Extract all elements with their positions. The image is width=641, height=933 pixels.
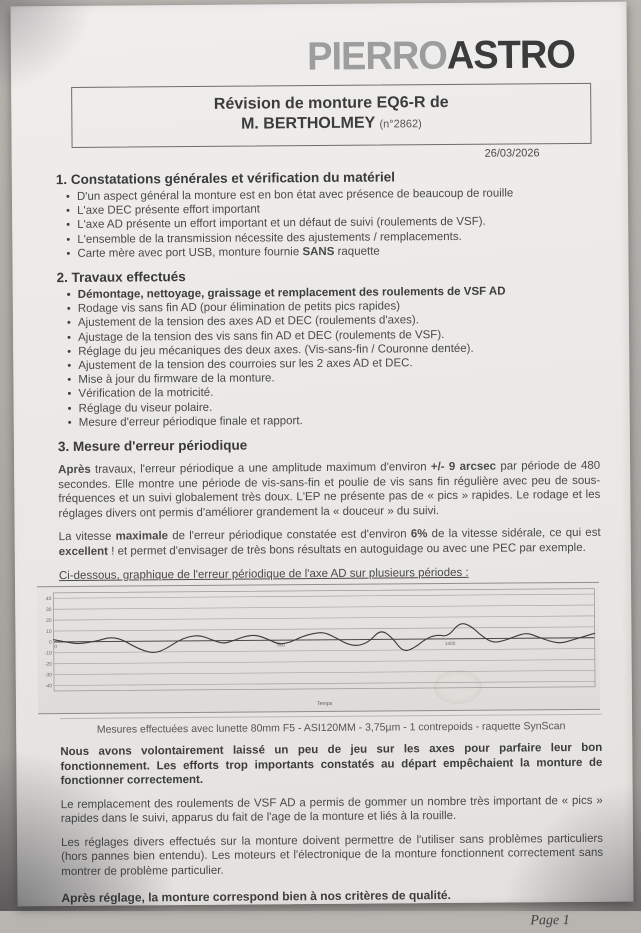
logo-astro: ASTRO [446, 33, 576, 78]
list-item-text: Carte mère avec port USB, monture fournie [77, 245, 303, 260]
list-item: • Démontage, nettoyage, graissage et remplacement des roulements de VSF AD [67, 284, 599, 302]
customer-name: M. BERTHOLMEY [240, 114, 376, 133]
svg-text:800: 800 [277, 642, 286, 648]
list-item: • Ajustement de la tension des axes AD et DEC (roulements d'axes). [67, 312, 599, 330]
section2-heading: 2. Travaux effectués [56, 269, 186, 286]
bold-text: maximale [115, 530, 169, 543]
logo-pierro: PIERRO [307, 34, 448, 79]
chart-svg [37, 583, 600, 713]
svg-text:10: 10 [46, 629, 52, 635]
paragraph-text: de la vitesse sidérale, ce qui est [427, 526, 601, 541]
bold-text: excellent [58, 545, 109, 558]
document-page [10, 2, 633, 929]
page-number: Page 1 [530, 912, 570, 929]
quality-statement: Après réglage, la monture correspond bien à nos critères de qualité. [61, 888, 451, 906]
svg-text:1400: 1400 [444, 641, 456, 647]
list-item-text: raquette [334, 245, 380, 258]
list-item: • Rodage vis sans fin AD (pour élimination de petits pics rapides) [67, 298, 599, 316]
list-item: • L'axe AD présente un effort important et un défaut de suivi (roulements de VSF). [66, 214, 598, 232]
chart-caption: Mesures effectuées avec lunette 80mm F5 - ASI120MM - 3,75µm - 1 contrepoids - raquette SynScan [60, 714, 602, 736]
list-item [66, 243, 598, 261]
paragraph-text: travaux, l'erreur périodique a une amplitude maximum d'environ [90, 461, 431, 476]
list-item: • L'axe DEC présente effort important [66, 200, 598, 218]
section2-bullet-list [67, 284, 600, 430]
paragraph-text: par période de 480 secondes. Elle montre une période de vis-sans-fin et poulie de vis sans fin régulière avec peu de sous-fréquences et un suivi globalement très doux. L'EP ne présente pas de « pics » rapides. Le rodage et les réglages divers ont permis d'améliorer grandement la « douceur » du suivi. [58, 459, 601, 520]
title-line1: Révision de monture EQ6-R de [213, 93, 449, 113]
page-content [10, 2, 633, 933]
svg-text:0: 0 [48, 640, 52, 646]
section1-heading: 1. Constatations générales et vérification du matériel [55, 169, 395, 188]
title-line2 [76, 112, 586, 137]
list-item: • D'un aspect général la monture est en bon état avec présence de beaucoup de rouille [66, 186, 598, 204]
bold-text: +/- 9 arcsec [430, 460, 497, 474]
svg-text:-30: -30 [44, 672, 53, 678]
list-item: • Mise à jour du firmware de la monture. [67, 369, 599, 387]
list-item: • Réglage du viseur polaire. [68, 397, 600, 415]
list-item: • Réglage du jeu mécaniques des deux axes. (Vis-sans-fin / Couronne dentée). [67, 341, 599, 359]
paragraph-axes-play: Nous avons volontairement laissé un peu de jeu sur les axes pour parfaire leur bon fonctionnement. Les efforts trop importants constatés au départ empêchaient la monture de fonctionner correctement. [60, 742, 603, 788]
svg-text:20: 20 [46, 618, 52, 624]
svg-text:0: 0 [54, 644, 57, 650]
chart-intro: Ci-dessous, graphique de l'erreur périodique de l'axe AD sur plusieurs périodes : [58, 566, 469, 583]
svg-text:-40: -40 [44, 683, 53, 689]
report-date: 26/03/2026 [484, 147, 540, 160]
paragraph-text: ! et permet d'envisager de très bons résultats en autoguidage ou avec une PEC par exemple. [107, 541, 586, 558]
svg-text:40: 40 [45, 596, 52, 602]
list-item: • Ajustage de la tension des vis sans fin AD et DEC (roulements de VSF). [67, 326, 599, 344]
section3-heading: 3. Mesure d'erreur périodique [57, 437, 248, 455]
list-item: • Vérification de la motricité. [67, 383, 599, 401]
mount-number: (n°2862) [379, 118, 422, 131]
svg-text:-20: -20 [44, 662, 52, 668]
svg-text:30: 30 [45, 607, 52, 613]
paragraph-text: La vitesse [58, 530, 116, 544]
svg-text:Temps: Temps [316, 700, 333, 707]
list-item: • Ajustement de la tension des courroies sur les 2 axes AD et DEC. [67, 355, 599, 373]
company-logo [55, 35, 597, 79]
list-item: • L'ensemble de la transmission nécessite des ajustements / remplacements. [66, 228, 598, 246]
paragraph-ep-amplitude [58, 459, 600, 521]
list-item-bold: SANS [302, 245, 335, 258]
section1-bullet-list [66, 186, 599, 261]
list-item: • Mesure d'erreur périodique finale et rapport. [68, 412, 600, 430]
paragraph-bearings: Le remplacement des roulements de VSF AD a permis de gommer un nombre très important de « pics » rapides dans le suivi, apparus du fait de l'age de la monture et liés à la rouille. [60, 794, 603, 826]
paragraph-settings: Les réglages divers effectués sur la monture doivent permettre de l'utiliser sans problèmes particuliers (hors pannes bien entendu). Les moteurs et l'électronique de la monture fonctionnent correctement sans montrer de problème particulier. [60, 832, 604, 878]
periodic-error-chart [37, 581, 600, 714]
title-box [71, 83, 591, 148]
svg-text:-10: -10 [44, 651, 52, 657]
bold-text: 6% [410, 528, 428, 541]
paragraph-ep-speed [59, 526, 601, 559]
paragraph-text: de l'erreur périodique constatée est d'environ [168, 528, 411, 543]
bold-text: Après [58, 463, 91, 477]
